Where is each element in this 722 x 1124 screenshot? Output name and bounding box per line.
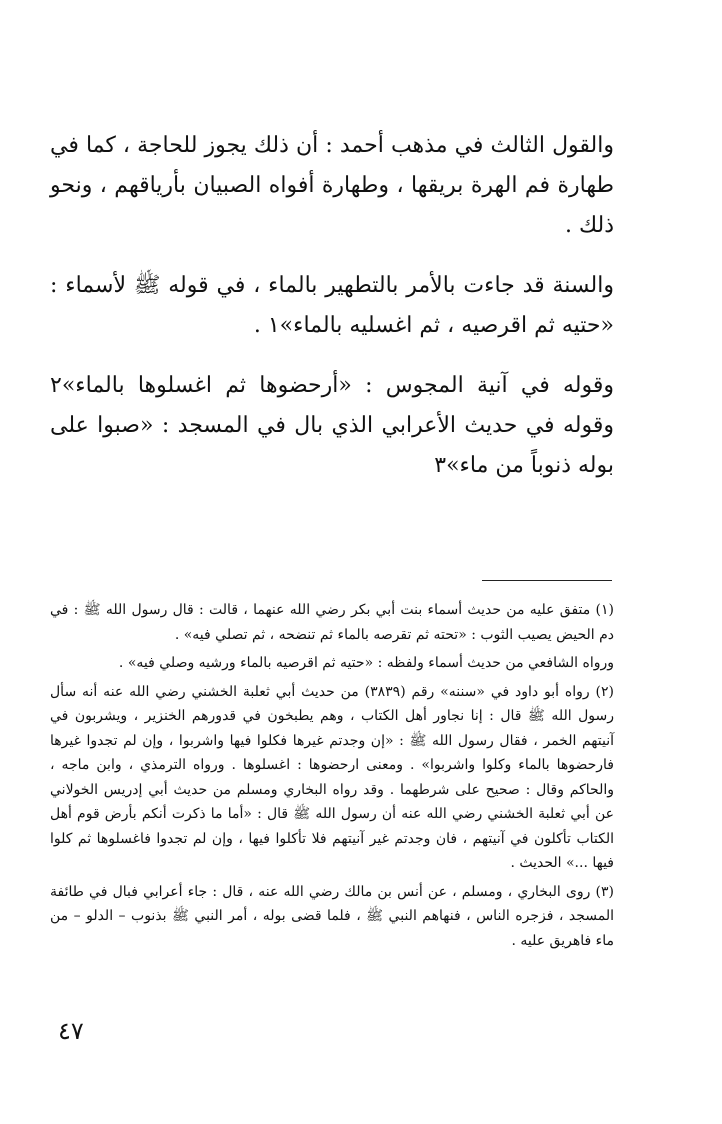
page-number: ٤٧ — [58, 1017, 84, 1045]
main-paragraph: وقوله في آنية المجوس : «أرحضوها ثم اغسلوها بالماء»٢ وقوله في حديث الأعرابي الذي بال في المسجد : «صبوا على بوله ذنوباً من ماء»٣ — [50, 373, 614, 478]
footnote-3: (٣) روى البخاري ، ومسلم ، عن أنس بن مالك رضي الله عنه ، قال : جاء أعرابي فبال في طائفة المسجد ، فزجره الناس ، فنهاهم النبي ﷺ ، فلما قضى بوله ، أمر النبي ﷺ بذنوب – الدلو – من ماء فاهريق عليه . — [50, 883, 614, 949]
main-text — [50, 126, 614, 506]
footnotes — [50, 598, 614, 957]
footnote-1-continued: ورواه الشافعي من حديث أسماء ولفظه : «حتيه ثم اقرصيه بالماء ورشيه وصلي فيه» . — [118, 655, 614, 671]
footnote-2: (٢) رواه أبو داود في «سننه» رقم (٣٨٣٩) من حديث أبي ثعلبة الخشني رضي الله عنه أنه سأل رسول الله ﷺ قال : إنا نجاور أهل الكتاب ، وهم يطبخون في قدورهم الخنزير ، ويشربون في آنيتهم الخمر ، فقال رسول الله ﷺ : «إن وجدتم غيرها فكلوا فيها واشربوا ، وإن لم تجدوا غيرها فارحضوها بالماء وكلوا واشربوا» . ومعنى ارحضوها : اغسلوها . ورواه الترمذي ، وابن ماجه ، والحاكم وقال : صحيح على شرطهما . وقد رواه البخاري ومسلم من حديث أبي إدريس الخولاني عن أبي ثعلبة الخشني رضي الله عنه أن رسول الله ﷺ قال : «أما ما ذكرت أنكم بأرض قوم أهل الكتاب تأكلون في آنيتهم ، فان وجدتم غير آنيتهم فلا تأكلوا فيها ، وإن لم تجدوا فاغسلوها ثم كلوا فيها ...» الحديث . — [50, 683, 614, 871]
footnote-divider — [482, 580, 612, 581]
footnote-1: (١) متفق عليه من حديث أسماء بنت أبي بكر رضي الله عنهما ، قالت : قال رسول الله ﷺ : في دم الحيض يصيب الثوب : «تحته ثم تقرصه بالماء ثم تنضحه ، ثم تصلي فيه» . — [50, 602, 614, 643]
main-paragraph: والسنة قد جاءت بالأمر بالتطهير بالماء ، في قوله ﷺ لأسماء : «حتيه ثم اقرصيه ، ثم اغسليه بالماء»١ . — [50, 273, 614, 338]
main-paragraph: والقول الثالث في مذهب أحمد : أن ذلك يجوز للحاجة ، كما في طهارة فم الهرة بريقها ، وطهارة أفواه الصبيان بأرياقهم ، ونحو ذلك . — [50, 133, 614, 238]
